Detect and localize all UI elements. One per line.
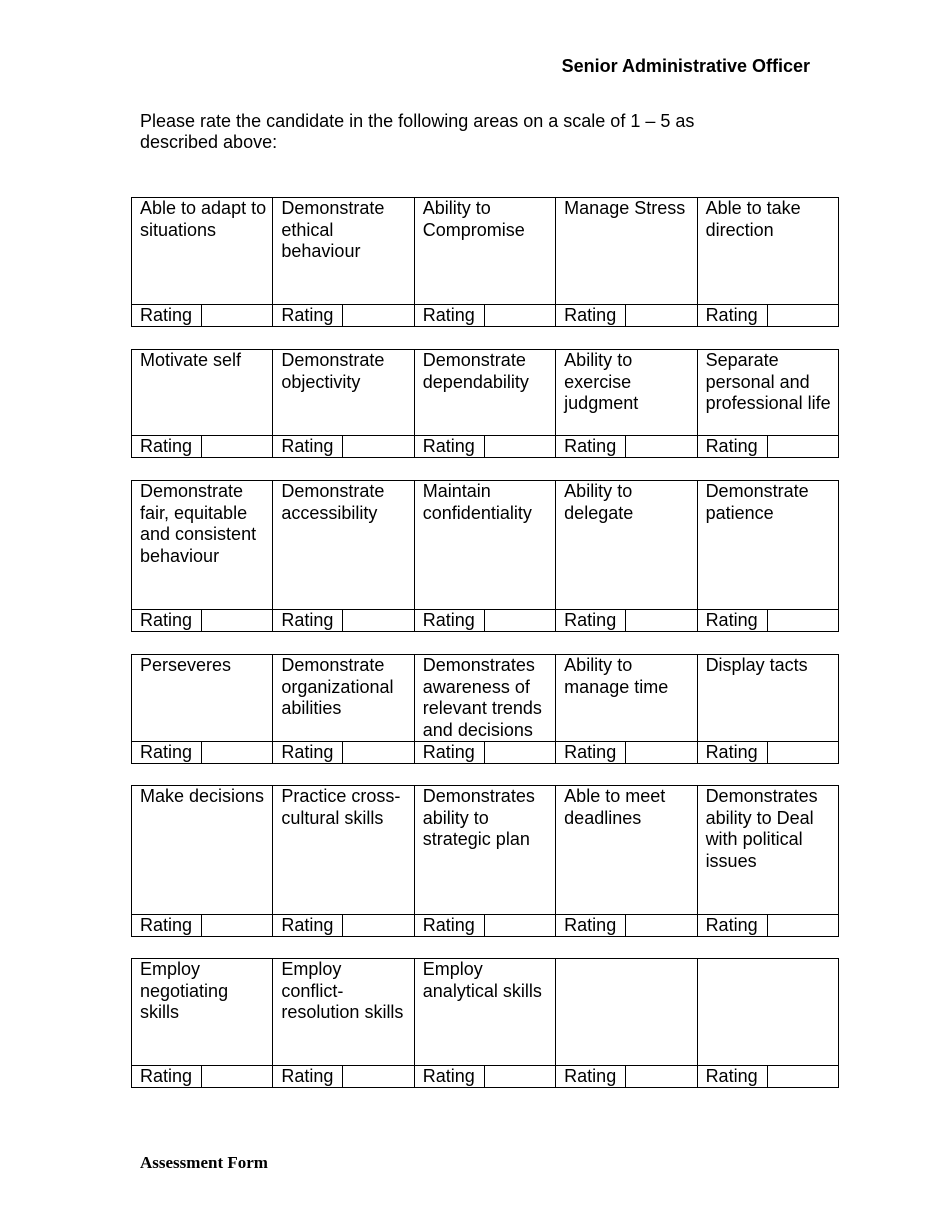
rating-cell <box>273 1066 414 1088</box>
rating-label: Rating <box>556 436 626 457</box>
rating-row <box>132 742 839 764</box>
rating-cell <box>697 742 838 764</box>
skill-cell: Demonstrates awareness of relevant trends and decisions <box>414 655 555 742</box>
skill-row <box>132 198 839 305</box>
rating-value-field[interactable] <box>202 305 272 326</box>
skill-cell <box>556 959 697 1066</box>
rating-label: Rating <box>273 610 343 631</box>
rating-row <box>132 305 839 327</box>
rating-label: Rating <box>273 1066 343 1087</box>
rating-row <box>132 436 839 458</box>
rating-value-field[interactable] <box>343 610 413 631</box>
skill-cell: Demonstrate patience <box>697 481 838 610</box>
rating-value-field[interactable] <box>343 305 413 326</box>
rating-label: Rating <box>556 1066 626 1087</box>
rating-label: Rating <box>132 742 202 763</box>
rating-cell <box>556 305 697 327</box>
skill-cell: Perseveres <box>132 655 273 742</box>
rating-label: Rating <box>132 915 202 936</box>
rating-table <box>131 654 839 764</box>
skill-cell: Demonstrate dependability <box>414 350 555 436</box>
rating-label: Rating <box>415 436 485 457</box>
rating-value-field[interactable] <box>626 742 696 763</box>
rating-cell <box>132 305 273 327</box>
rating-cell <box>273 610 414 632</box>
rating-label: Rating <box>556 305 626 326</box>
rating-label: Rating <box>556 742 626 763</box>
rating-cell <box>273 436 414 458</box>
rating-value-field[interactable] <box>343 1066 413 1087</box>
rating-cell <box>132 1066 273 1088</box>
rating-label: Rating <box>273 436 343 457</box>
rating-value-field[interactable] <box>626 915 696 936</box>
rating-row <box>132 610 839 632</box>
rating-label: Rating <box>273 742 343 763</box>
rating-label: Rating <box>698 742 768 763</box>
rating-table <box>131 349 839 458</box>
rating-value-field[interactable] <box>202 610 272 631</box>
rating-value-field[interactable] <box>768 610 838 631</box>
rating-value-field[interactable] <box>343 915 413 936</box>
rating-cell <box>556 610 697 632</box>
skill-cell: Able to adapt to situations <box>132 198 273 305</box>
rating-label: Rating <box>132 1066 202 1087</box>
skill-cell: Manage Stress <box>556 198 697 305</box>
skill-cell: Ability to delegate <box>556 481 697 610</box>
rating-cell <box>132 436 273 458</box>
rating-value-field[interactable] <box>768 742 838 763</box>
rating-value-field[interactable] <box>768 1066 838 1087</box>
rating-label: Rating <box>415 742 485 763</box>
skill-cell: Demonstrate objectivity <box>273 350 414 436</box>
rating-label: Rating <box>698 1066 768 1087</box>
rating-value-field[interactable] <box>626 610 696 631</box>
skill-row <box>132 655 839 742</box>
rating-value-field[interactable] <box>626 305 696 326</box>
skill-cell: Demonstrates ability to strategic plan <box>414 786 555 915</box>
rating-value-field[interactable] <box>202 436 272 457</box>
rating-cell <box>697 1066 838 1088</box>
skill-cell: Demonstrate accessibility <box>273 481 414 610</box>
skill-row <box>132 481 839 610</box>
rating-table <box>131 480 839 632</box>
skill-cell: Employ conflict-resolution skills <box>273 959 414 1066</box>
rating-cell <box>556 436 697 458</box>
skill-cell: Make decisions <box>132 786 273 915</box>
skill-cell: Motivate self <box>132 350 273 436</box>
rating-label: Rating <box>698 305 768 326</box>
rating-label: Rating <box>132 610 202 631</box>
footer-title: Assessment Form <box>140 1153 268 1172</box>
rating-value-field[interactable] <box>768 436 838 457</box>
skill-row <box>132 786 839 915</box>
rating-label: Rating <box>273 305 343 326</box>
skill-cell <box>697 959 838 1066</box>
instructions-text: Please rate the candidate in the following areas on a scale of 1 – 5 as described above: <box>140 111 695 152</box>
rating-table <box>131 958 839 1088</box>
rating-cell <box>414 610 555 632</box>
rating-cell <box>556 1066 697 1088</box>
rating-value-field[interactable] <box>485 915 555 936</box>
rating-value-field[interactable] <box>202 915 272 936</box>
skill-cell: Display tacts <box>697 655 838 742</box>
rating-cell <box>273 915 414 937</box>
rating-value-field[interactable] <box>768 305 838 326</box>
rating-label: Rating <box>698 610 768 631</box>
rating-value-field[interactable] <box>485 742 555 763</box>
rating-value-field[interactable] <box>485 1066 555 1087</box>
rating-label: Rating <box>415 1066 485 1087</box>
rating-table <box>131 197 839 327</box>
rating-value-field[interactable] <box>202 1066 272 1087</box>
rating-label: Rating <box>132 436 202 457</box>
rating-label: Rating <box>415 915 485 936</box>
skill-cell: Employ negotiating skills <box>132 959 273 1066</box>
rating-cell <box>556 742 697 764</box>
skill-cell: Demonstrate fair, equitable and consistent behaviour <box>132 481 273 610</box>
skill-cell: Practice cross-cultural skills <box>273 786 414 915</box>
skill-cell: Ability to manage time <box>556 655 697 742</box>
rating-cell <box>697 305 838 327</box>
rating-label: Rating <box>415 610 485 631</box>
skill-cell: Separate personal and professional life <box>697 350 838 436</box>
rating-cell <box>697 436 838 458</box>
skill-cell: Maintain confidentiality <box>414 481 555 610</box>
rating-cell <box>697 915 838 937</box>
rating-cell <box>414 915 555 937</box>
rating-cell <box>414 436 555 458</box>
rating-cell <box>132 742 273 764</box>
rating-value-field[interactable] <box>626 1066 696 1087</box>
rating-label: Rating <box>556 610 626 631</box>
rating-row <box>132 1066 839 1088</box>
rating-value-field[interactable] <box>626 436 696 457</box>
rating-cell <box>697 610 838 632</box>
rating-row <box>132 915 839 937</box>
skill-row <box>132 959 839 1066</box>
rating-cell <box>556 915 697 937</box>
rating-cell <box>414 1066 555 1088</box>
rating-label: Rating <box>415 305 485 326</box>
skill-row <box>132 350 839 436</box>
rating-cell <box>273 742 414 764</box>
rating-table <box>131 785 839 937</box>
rating-value-field[interactable] <box>343 742 413 763</box>
rating-label: Rating <box>698 436 768 457</box>
rating-value-field[interactable] <box>485 305 555 326</box>
skill-cell: Ability to Compromise <box>414 198 555 305</box>
rating-cell <box>132 610 273 632</box>
rating-value-field[interactable] <box>202 742 272 763</box>
skill-cell: Demonstrate ethical behaviour <box>273 198 414 305</box>
rating-value-field[interactable] <box>343 436 413 457</box>
rating-value-field[interactable] <box>485 436 555 457</box>
rating-cell <box>414 742 555 764</box>
skill-cell: Demonstrates ability to Deal with political issues <box>697 786 838 915</box>
skill-cell: Able to take direction <box>697 198 838 305</box>
skill-cell: Employ analytical skills <box>414 959 555 1066</box>
skill-cell: Demonstrate organizational abilities <box>273 655 414 742</box>
rating-label: Rating <box>556 915 626 936</box>
rating-cell <box>414 305 555 327</box>
rating-value-field[interactable] <box>768 915 838 936</box>
rating-cell <box>132 915 273 937</box>
skill-cell: Able to meet deadlines <box>556 786 697 915</box>
page-header-title: Senior Administrative Officer <box>561 56 810 76</box>
rating-label: Rating <box>698 915 768 936</box>
rating-value-field[interactable] <box>485 610 555 631</box>
rating-label: Rating <box>273 915 343 936</box>
rating-label: Rating <box>132 305 202 326</box>
skill-cell: Ability to exercise judgment <box>556 350 697 436</box>
rating-cell <box>273 305 414 327</box>
